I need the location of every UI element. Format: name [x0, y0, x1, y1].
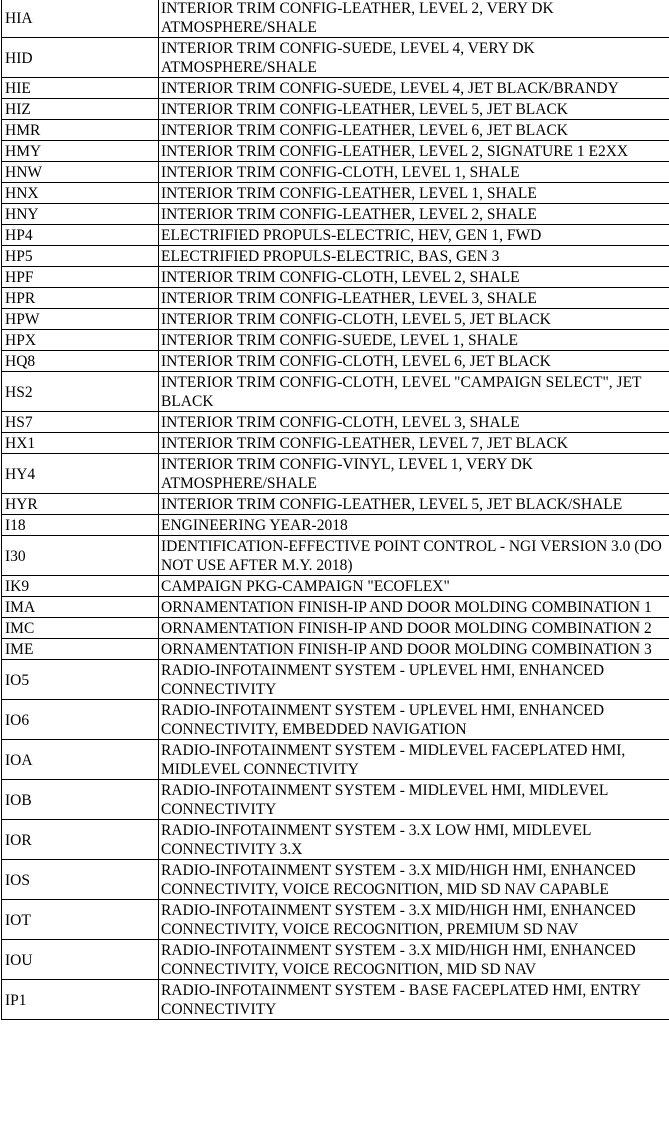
table-row: [2, 38, 669, 78]
option-description-cell: RADIO-INFOTAINMENT SYSTEM - 3.X MID/HIGH HMI, ENHANCED CONNECTIVITY, VOICE RECOGNITION, MID SD NAV: [159, 940, 669, 980]
option-code-cell: HYR: [2, 494, 159, 515]
option-description-cell: ENGINEERING YEAR-2018: [159, 515, 669, 536]
option-description-cell: INTERIOR TRIM CONFIG-CLOTH, LEVEL 6, JET BLACK: [159, 351, 669, 372]
table-row: [2, 412, 669, 433]
table-row: [2, 618, 669, 639]
option-code-cell: HIZ: [2, 99, 159, 120]
option-description-cell: ELECTRIFIED PROPULS-ELECTRIC, HEV, GEN 1, FWD: [159, 225, 669, 246]
option-code-cell: IOT: [2, 900, 159, 940]
option-description-cell: RADIO-INFOTAINMENT SYSTEM - BASE FACEPLATED HMI, ENTRY CONNECTIVITY: [159, 980, 669, 1020]
table-row: [2, 330, 669, 351]
table-row: [2, 162, 669, 183]
table-row: [2, 120, 669, 141]
table-row: [2, 576, 669, 597]
table-row: [2, 433, 669, 454]
option-code-cell: HPX: [2, 330, 159, 351]
option-code-cell: IMC: [2, 618, 159, 639]
table-row: [2, 639, 669, 660]
option-description-cell: INTERIOR TRIM CONFIG-LEATHER, LEVEL 2, SHALE: [159, 204, 669, 225]
option-description-cell: INTERIOR TRIM CONFIG-CLOTH, LEVEL 3, SHALE: [159, 412, 669, 433]
option-code-cell: I18: [2, 515, 159, 536]
table-row: [2, 309, 669, 330]
option-code-cell: IO5: [2, 660, 159, 700]
option-code-cell: IO6: [2, 700, 159, 740]
option-description-cell: ELECTRIFIED PROPULS-ELECTRIC, BAS, GEN 3: [159, 246, 669, 267]
option-description-cell: CAMPAIGN PKG-CAMPAIGN "ECOFLEX": [159, 576, 669, 597]
table-row: [2, 0, 669, 38]
option-code-cell: HMR: [2, 120, 159, 141]
option-code-cell: HS2: [2, 372, 159, 412]
option-code-cell: HID: [2, 38, 159, 78]
table-row: [2, 660, 669, 700]
option-code-cell: HPR: [2, 288, 159, 309]
option-description-cell: INTERIOR TRIM CONFIG-SUEDE, LEVEL 4, VERY DK ATMOSPHERE/SHALE: [159, 38, 669, 78]
table-row: [2, 204, 669, 225]
option-description-cell: RADIO-INFOTAINMENT SYSTEM - UPLEVEL HMI, ENHANCED CONNECTIVITY, EMBEDDED NAVIGATION: [159, 700, 669, 740]
option-description-cell: INTERIOR TRIM CONFIG-LEATHER, LEVEL 2, VERY DK ATMOSPHERE/SHALE: [159, 0, 669, 38]
option-code-cell: IOU: [2, 940, 159, 980]
option-code-cell: HPF: [2, 267, 159, 288]
table-row: [2, 141, 669, 162]
option-code-cell: HIE: [2, 78, 159, 99]
table-row: [2, 740, 669, 780]
option-code-table: [1, 0, 669, 1020]
table-row: [2, 536, 669, 576]
option-description-cell: RADIO-INFOTAINMENT SYSTEM - UPLEVEL HMI, ENHANCED CONNECTIVITY: [159, 660, 669, 700]
option-description-cell: RADIO-INFOTAINMENT SYSTEM - MIDLEVEL HMI, MIDLEVEL CONNECTIVITY: [159, 780, 669, 820]
option-code-cell: HPW: [2, 309, 159, 330]
table-row: [2, 700, 669, 740]
table-row: [2, 940, 669, 980]
option-description-cell: ORNAMENTATION FINISH-IP AND DOOR MOLDING COMBINATION 2: [159, 618, 669, 639]
option-code-cell: HNW: [2, 162, 159, 183]
option-code-cell: IOB: [2, 780, 159, 820]
table-row: [2, 900, 669, 940]
table-row: [2, 246, 669, 267]
option-description-cell: IDENTIFICATION-EFFECTIVE POINT CONTROL - NGI VERSION 3.0 (DO NOT USE AFTER M.Y. 2018): [159, 536, 669, 576]
table-row: [2, 820, 669, 860]
option-description-cell: INTERIOR TRIM CONFIG-LEATHER, LEVEL 6, JET BLACK: [159, 120, 669, 141]
option-description-cell: INTERIOR TRIM CONFIG-LEATHER, LEVEL 1, SHALE: [159, 183, 669, 204]
option-description-cell: INTERIOR TRIM CONFIG-LEATHER, LEVEL 5, JET BLACK: [159, 99, 669, 120]
option-code-cell: HNY: [2, 204, 159, 225]
option-code-cell: HQ8: [2, 351, 159, 372]
table-row: [2, 225, 669, 246]
option-code-cell: HY4: [2, 454, 159, 494]
option-code-cell: IP1: [2, 980, 159, 1020]
option-code-cell: HMY: [2, 141, 159, 162]
table-row: [2, 78, 669, 99]
option-code-cell: HP5: [2, 246, 159, 267]
option-code-cell: IOS: [2, 860, 159, 900]
table-row: [2, 780, 669, 820]
table-row: [2, 267, 669, 288]
option-description-cell: ORNAMENTATION FINISH-IP AND DOOR MOLDING COMBINATION 3: [159, 639, 669, 660]
option-code-cell: HS7: [2, 412, 159, 433]
option-description-cell: RADIO-INFOTAINMENT SYSTEM - 3.X MID/HIGH HMI, ENHANCED CONNECTIVITY, VOICE RECOGNITION, MID SD NAV CAPABLE: [159, 860, 669, 900]
table-row: [2, 372, 669, 412]
option-description-cell: INTERIOR TRIM CONFIG-LEATHER, LEVEL 2, SIGNATURE 1 E2XX: [159, 141, 669, 162]
option-description-cell: INTERIOR TRIM CONFIG-LEATHER, LEVEL 5, JET BLACK/SHALE: [159, 494, 669, 515]
option-code-cell: IOR: [2, 820, 159, 860]
table-row: [2, 494, 669, 515]
table-row: [2, 351, 669, 372]
table-row: [2, 980, 669, 1020]
option-description-cell: INTERIOR TRIM CONFIG-SUEDE, LEVEL 4, JET BLACK/BRANDY: [159, 78, 669, 99]
option-description-cell: INTERIOR TRIM CONFIG-CLOTH, LEVEL 1, SHALE: [159, 162, 669, 183]
table-row: [2, 99, 669, 120]
option-description-cell: RADIO-INFOTAINMENT SYSTEM - 3.X MID/HIGH HMI, ENHANCED CONNECTIVITY, VOICE RECOGNITION, PREMIUM SD NAV: [159, 900, 669, 940]
option-description-cell: INTERIOR TRIM CONFIG-SUEDE, LEVEL 1, SHALE: [159, 330, 669, 351]
option-description-cell: INTERIOR TRIM CONFIG-CLOTH, LEVEL 2, SHALE: [159, 267, 669, 288]
option-code-cell: HX1: [2, 433, 159, 454]
table-row: [2, 515, 669, 536]
option-code-cell: I30: [2, 536, 159, 576]
option-description-cell: INTERIOR TRIM CONFIG-VINYL, LEVEL 1, VERY DK ATMOSPHERE/SHALE: [159, 454, 669, 494]
option-description-cell: RADIO-INFOTAINMENT SYSTEM - 3.X LOW HMI, MIDLEVEL CONNECTIVITY 3.X: [159, 820, 669, 860]
option-description-cell: INTERIOR TRIM CONFIG-LEATHER, LEVEL 3, SHALE: [159, 288, 669, 309]
option-code-cell: HNX: [2, 183, 159, 204]
option-description-cell: RADIO-INFOTAINMENT SYSTEM - MIDLEVEL FACEPLATED HMI, MIDLEVEL CONNECTIVITY: [159, 740, 669, 780]
table-row: [2, 288, 669, 309]
option-code-rows: [2, 0, 669, 1020]
table-row: [2, 183, 669, 204]
table-row: [2, 860, 669, 900]
option-code-cell: HIA: [2, 0, 159, 38]
option-description-cell: ORNAMENTATION FINISH-IP AND DOOR MOLDING COMBINATION 1: [159, 597, 669, 618]
option-code-cell: IMA: [2, 597, 159, 618]
table-row: [2, 597, 669, 618]
option-code-cell: IME: [2, 639, 159, 660]
option-description-cell: INTERIOR TRIM CONFIG-CLOTH, LEVEL "CAMPAIGN SELECT", JET BLACK: [159, 372, 669, 412]
table-row: [2, 454, 669, 494]
option-code-cell: HP4: [2, 225, 159, 246]
option-code-cell: IK9: [2, 576, 159, 597]
option-description-cell: INTERIOR TRIM CONFIG-CLOTH, LEVEL 5, JET BLACK: [159, 309, 669, 330]
option-code-cell: IOA: [2, 740, 159, 780]
option-description-cell: INTERIOR TRIM CONFIG-LEATHER, LEVEL 7, JET BLACK: [159, 433, 669, 454]
